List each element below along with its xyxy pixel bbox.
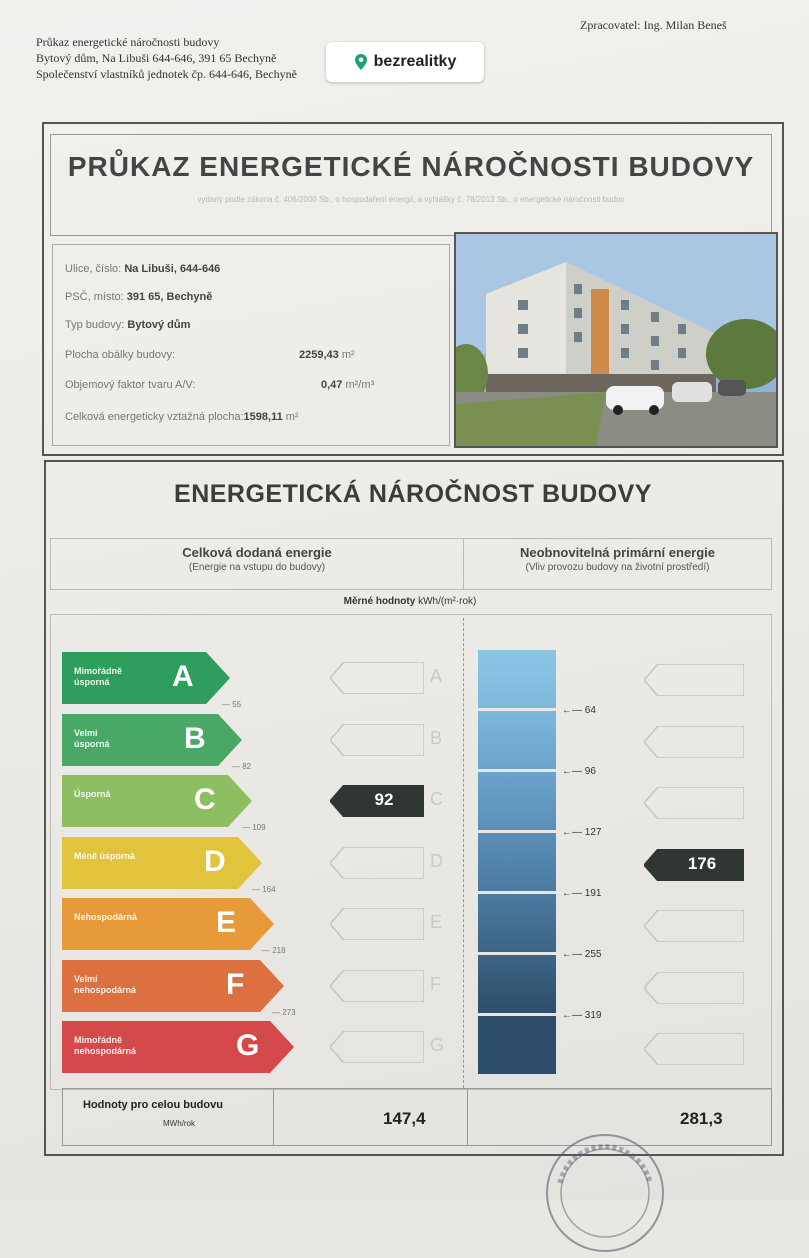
header-line-3: Společenství vlastníků jednotek čp. 644-646, Bechyně <box>36 67 297 81</box>
class-letter: A <box>172 660 194 693</box>
building-photo <box>454 232 778 448</box>
class-letter: D <box>204 844 226 878</box>
info-row-street: Ulice, číslo: Na Libuši, 644-646 <box>65 263 221 275</box>
processor-name: Zpracovatel: Ing. Milan Beneš <box>580 18 727 32</box>
right-boundary-label: ←— 127 <box>562 827 602 838</box>
class-label: Nehospodárná <box>74 912 138 922</box>
certificate-title: PRŮKAZ ENERGETICKÉ NÁROČNOSTI BUDOVY <box>67 151 755 182</box>
left-column-header <box>50 538 464 590</box>
right-boundary-label: ←— 191 <box>562 888 602 899</box>
left-boundary-label: — 82 <box>232 761 252 771</box>
class-label: Mimořádně úsporná <box>74 666 123 687</box>
header-line-2: Bytový dům, Na Libuši 644-646, 391 65 Bechyně <box>36 51 277 65</box>
totals-label: Hodnoty pro celou budovu <box>83 1099 223 1111</box>
slot-letter: D <box>430 850 443 871</box>
right-boundary-label: ←— 255 <box>562 949 602 960</box>
slot-letter: C <box>430 789 443 809</box>
total-primary-value: 281,3 <box>680 1109 723 1128</box>
right-boundary-label: ←— 64 <box>562 705 596 716</box>
left-boundary-label: — 218 <box>262 946 286 955</box>
header-line-1: Průkaz energetické náročnosti budovy <box>36 35 220 49</box>
class-label: Velmi nehospodárná <box>74 973 137 995</box>
class-arrow-e <box>62 898 274 950</box>
left-boundary-label: — 273 <box>272 1007 296 1017</box>
left-boundary-label: — 164 <box>252 884 276 894</box>
right-column-subtitle: (Vliv provozu budovy na životní prostředí) <box>525 562 710 573</box>
info-value-shape-factor: 0,47 m²/m³ <box>321 379 375 391</box>
info-value-envelope: 2259,43 m² <box>299 349 355 361</box>
class-letter: F <box>226 967 245 1001</box>
primary-scale-segment-g <box>478 1016 556 1074</box>
left-column-subtitle: (Energie na vstupu do budovy) <box>188 562 326 573</box>
info-row-envelope: Plocha obálky budovy: <box>65 349 176 361</box>
units-label: Měrné hodnoty kWh/(m²·rok) <box>343 596 477 607</box>
right-column-header <box>463 538 772 590</box>
map-pin-icon <box>354 54 368 70</box>
class-letter: G <box>236 1029 260 1062</box>
primary-scale-segment-f <box>478 955 556 1013</box>
class-arrow-d <box>62 837 262 889</box>
badge-text: bezrealitky <box>373 53 457 70</box>
primary-scale-segment-c <box>478 772 556 830</box>
class-arrow-g <box>62 1021 294 1073</box>
slot-letter: A <box>430 666 443 686</box>
right-boundary-label: ←— 319 <box>562 1010 602 1021</box>
class-label: Mimořádně nehospodárná <box>74 1035 137 1056</box>
building-info <box>52 244 450 446</box>
class-arrow-b <box>62 714 242 766</box>
slot-letter: B <box>430 727 443 748</box>
totals-unit: MWh/rok <box>163 1119 195 1128</box>
primary-scale-segment-d <box>478 833 556 891</box>
right-column-title: Neobnovitelná primární energie <box>519 545 716 560</box>
primary-scale-segment-a <box>478 650 556 708</box>
info-row-zip: PSČ, místo: 391 65, Bechyně <box>65 291 213 303</box>
energy-title: ENERGETICKÁ NÁROČNOST BUDOVY <box>174 480 652 508</box>
left-column-title: Celková dodaná energie <box>182 545 332 560</box>
primary-scale-segment-b <box>478 711 556 769</box>
class-label: Velmi úsporná <box>74 727 110 749</box>
right-boundary-label: ←— 96 <box>562 766 596 777</box>
class-arrow-f <box>62 960 284 1012</box>
left-value: 92 <box>374 790 394 809</box>
info-row-floor-area: Celková energeticky vztažná plocha:1598,11 m² <box>65 411 299 423</box>
class-arrow-c <box>62 775 252 827</box>
primary-scale-segment-e <box>478 894 556 952</box>
class-letter: E <box>216 906 237 939</box>
total-delivered-value: 147,4 <box>383 1109 426 1128</box>
class-letter: C <box>194 783 216 816</box>
certificate-subtitle: vydaný podle zákona č. 406/2000 Sb., o hospodaření energií, a vyhlášky č. 78/2013 Sb., o energetické náročnosti budov <box>197 195 625 204</box>
certificate-title-box <box>50 134 772 236</box>
official-stamp <box>540 1128 670 1258</box>
info-row-shape-factor: Objemový faktor tvaru A/V: <box>65 379 196 391</box>
slot-letter: G <box>430 1035 445 1055</box>
bezrealitky-badge[interactable] <box>326 42 484 82</box>
class-letter: B <box>184 721 206 755</box>
class-label: Úsporná <box>74 789 111 799</box>
left-boundary-label: — 109 <box>242 823 266 832</box>
left-boundary-label: — 55 <box>222 700 242 709</box>
document-header <box>36 34 297 82</box>
slot-letter: E <box>430 912 443 932</box>
right-value: 176 <box>687 853 717 873</box>
class-arrow-a <box>62 652 230 704</box>
class-label: Méně úsporná <box>74 850 136 861</box>
info-row-type: Typ budovy: Bytový dům <box>65 319 191 331</box>
slot-letter: F <box>430 973 441 994</box>
column-divider <box>463 618 464 1088</box>
